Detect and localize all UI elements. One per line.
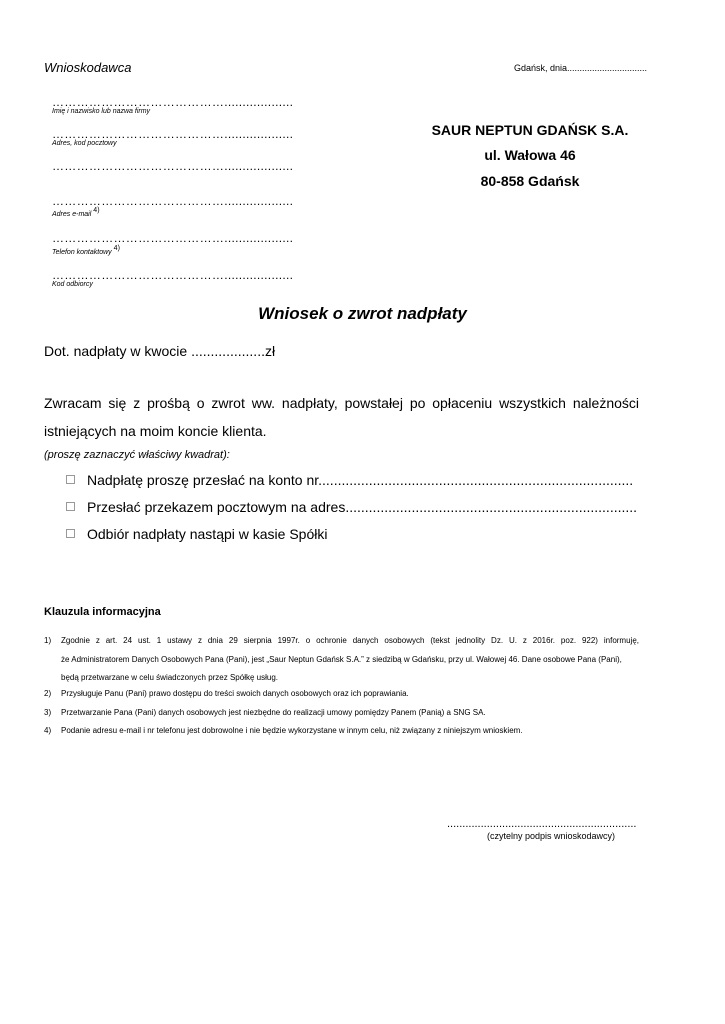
document-title: Wniosek o zwrot nadpłaty [258,304,467,323]
address-field-caption: Adres, kod pocztowy [52,140,117,147]
customer-code-field[interactable]: ……………………………………................... [52,268,294,282]
checkbox[interactable] [66,529,75,538]
option-label: Odbiór nadpłaty nastąpi w kasie Spółki [87,526,328,542]
clause-item-1-line-3: będą przetwarzane w celu świadczonych przez Spółkę usług. [61,673,279,682]
clause-item-1-number: 1) [44,636,52,645]
applicant-label: Wnioskodawca [44,60,132,75]
signature-field[interactable]: .............................................................. [447,818,637,830]
clause-item-1-line-1: Zgodnie z art. 24 ust. 1 ustawy z dnia 29 sierpnia 1997r. o ochronie danych osobowych (tekst jednolity Dz. U. z 2016r. poz. 922) informuję, [61,636,639,645]
recipient-city: 80-858 Gdańsk [480,173,580,189]
clause-item-3: 3) Przetwarzanie Pana (Pani) danych osobowych jest niezbędne do realizacji umowy pomiędzy Panem (Panią) a SNG SA. [44,708,486,717]
clause-item-2: 2) Przysługuje Panu (Pani) prawo dostępu do treści swoich danych osobowych oraz ich poprawiania. [44,689,409,698]
checkbox[interactable] [66,502,75,511]
request-line-2: istniejących na moim koncie klienta. [44,423,267,439]
option-label: Przesłać przekazem pocztowym na adres........................................................................... [87,499,638,515]
clause-item-4: 4) Podanie adresu e-mail i nr telefonu jest dobrowolne i nie będzie wykorzystane w innym celu, niż związany z niniejszym wnioskiem. [44,726,523,735]
option-label: Nadpłatę proszę przesłać na konto nr................................................................................. [87,472,634,488]
request-line-1: Zwracam się z prośbą o zwrot ww. nadpłaty, powstałej po opłaceniu wszystkich należności [44,395,639,411]
checkbox[interactable] [66,475,75,484]
option-postal-order[interactable] [66,499,637,515]
clause-title: Klauzula informacyjna [44,606,161,618]
email-field-caption: Adres e-mail$^{4)}$ [52,207,100,218]
footnote-ref: 4) [113,245,120,252]
phone-field[interactable]: ……………………………………................... [52,231,294,245]
name-field-caption: Imię i nazwisko lub nazwa firmy [52,108,151,115]
recipient-street: ul. Wałowa 46 [484,147,576,163]
recipient-name: SAUR NEPTUN GDAŃSK S.A. [431,122,629,138]
option-cash-desk[interactable] [66,526,327,542]
name-field[interactable]: ……………………………………................... [52,95,294,109]
address-field-continued[interactable]: ……………………………………................... [52,159,294,173]
signature-caption: (czytelny podpis wnioskodawcy) [487,831,616,841]
city-date-field[interactable]: Gdańsk, dnia................................ [514,63,648,73]
customer-code-caption: Kod odbiorcy [52,281,93,288]
checkbox-hint: (proszę zaznaczyć właściwy kwadrat): [44,449,230,461]
option-bank-transfer[interactable] [66,472,633,488]
phone-field-caption: Telefon kontaktowy$^{4)}$ [52,245,120,256]
amount-line[interactable]: Dot. nadpłaty w kwocie ...................zł [44,343,276,359]
footnote-ref: 4) [93,207,100,214]
email-field[interactable]: ……………………………………................... [52,194,294,208]
request-paragraph [44,389,639,445]
clause-item-1-line-2: że Administratorem Danych Osobowych Pana (Pani), jest „Saur Neptun Gdańsk S.A.” z siedzibą w Gdańsku, przy ul. Wałowej 46. Dane osobowe Pana (Pani), [61,655,622,664]
address-field[interactable]: ……………………………………................... [52,127,294,141]
